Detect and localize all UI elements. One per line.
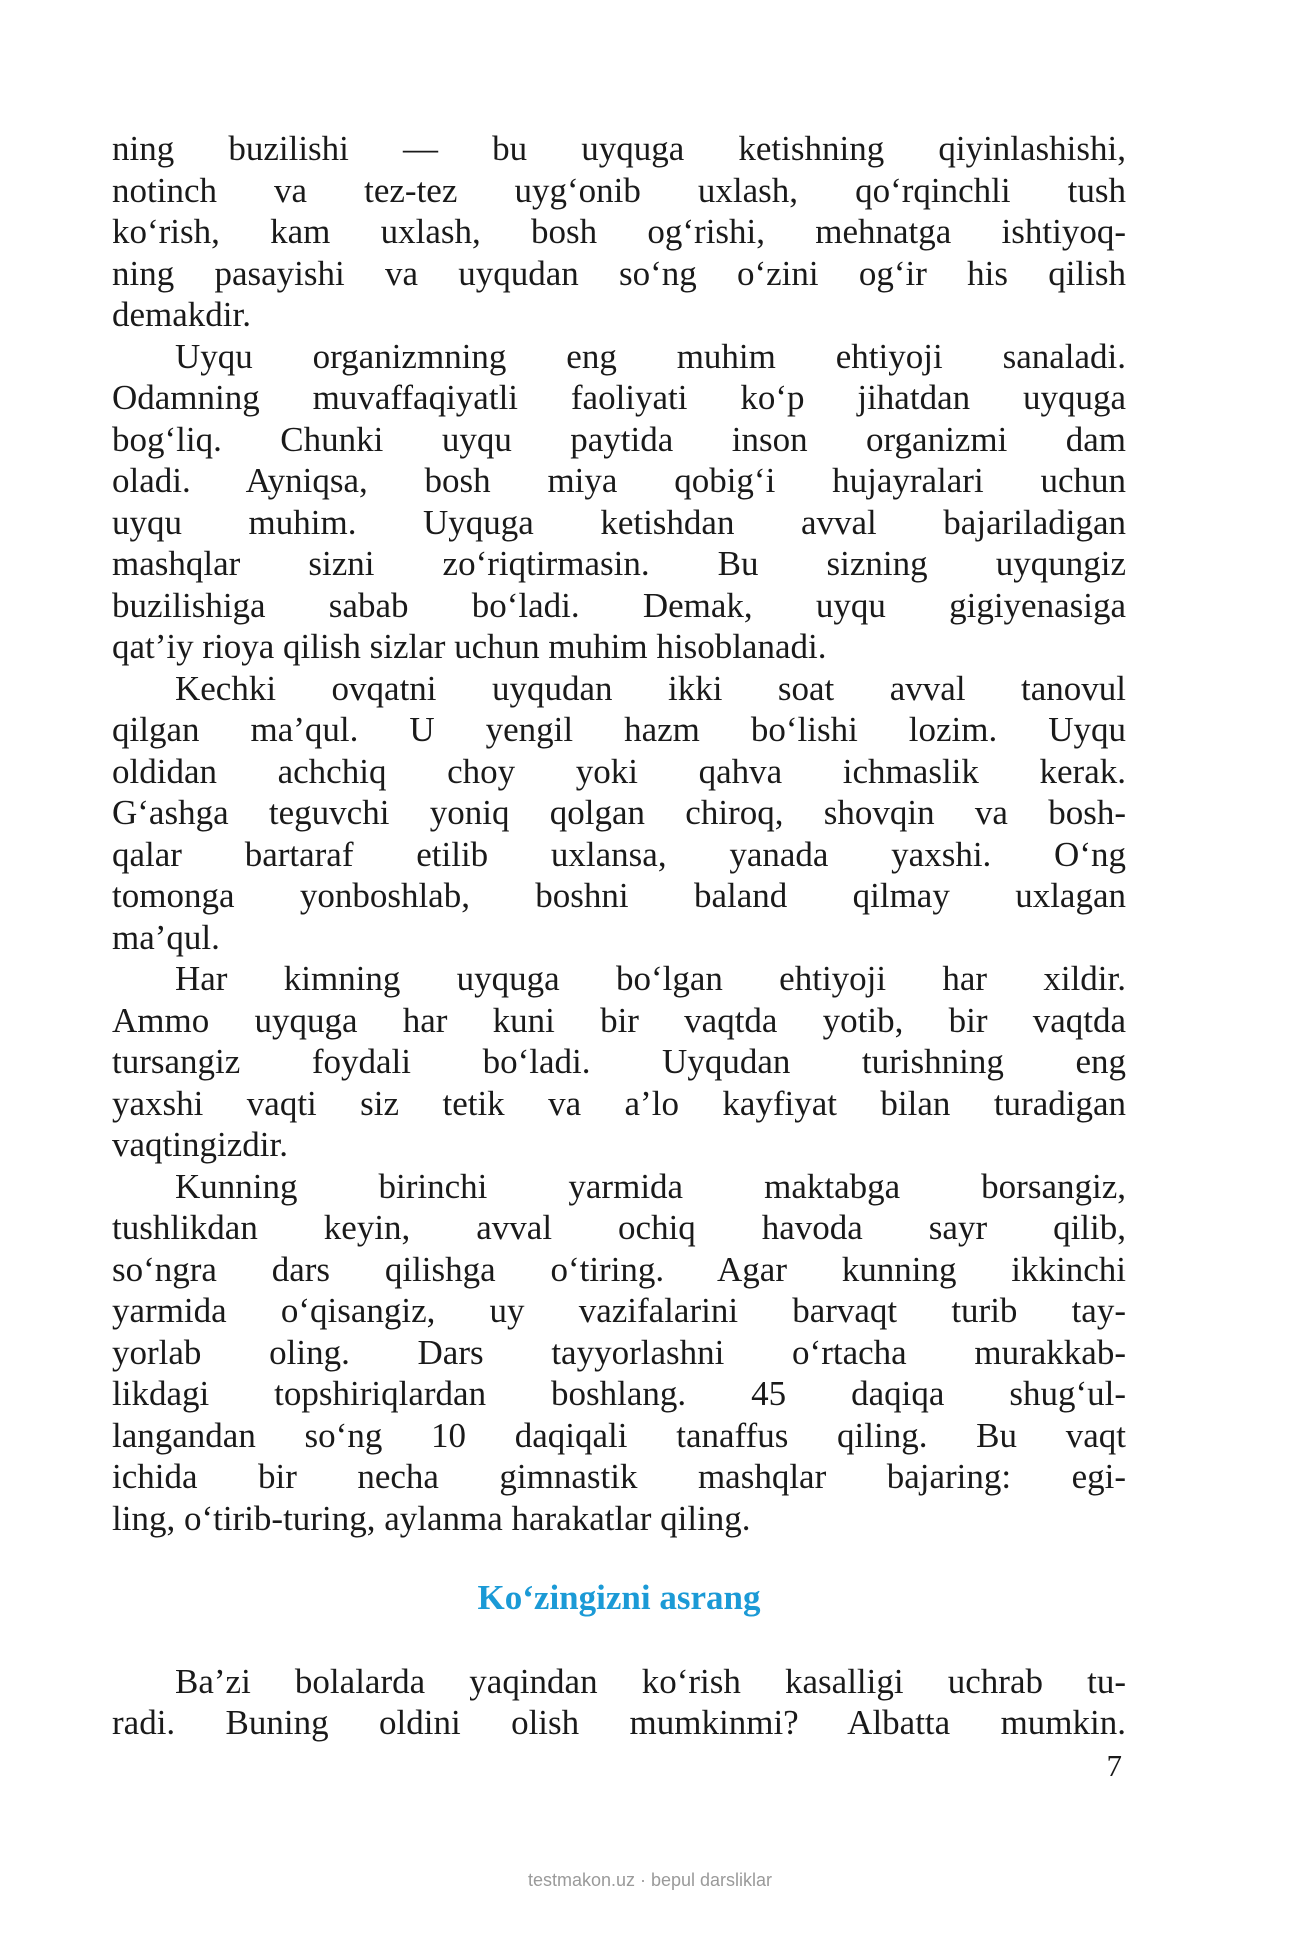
text-line: notinch va tez-tez uygʻonib uxlash, qoʻrqinchli tush [112,170,1126,210]
page-body [112,128,1126,1744]
text-line: Ba’zi bolalarda yaqindan koʻrish kasalligi uchrab tu- [175,1661,1126,1701]
text-line: soʻngra dars qilishga oʻtiring. Agar kunning ikkinchi [112,1249,1126,1289]
text-line: vaqtingizdir. [112,1125,288,1164]
spacer [112,1539,1126,1577]
text-line: radi. Buning oldini olish mumkinmi? Albatta mumkin. [112,1703,1126,1742]
text-line: bogʻliq. Chunki uyqu paytida inson organizmi dam [112,419,1126,459]
text-line: likdagi topshiriqlardan boshlang. 45 daqiqa shugʻul- [112,1374,1126,1413]
paragraph-4 [112,958,1126,1166]
text-line: oldidan achchiq choy yoki qahva ichmaslik kerak. [112,751,1126,791]
text-line: qalar bartaraf etilib uxlansa, yanada yaxshi. Oʻng [112,834,1126,874]
paragraph-6 [112,1661,1126,1744]
text-line: Uyqu organizmning eng muhim ehtiyoji sanaladi. [175,336,1126,376]
paragraph-2 [112,336,1126,668]
watermark: testmakon.uz · bepul darsliklar [527,1870,773,1890]
text-line: Ammo uyquga har kuni bir vaqtda yotib, bir vaqtda [112,1000,1126,1040]
text-line: Kechki ovqatni uyqudan ikki soat avval tanovul [175,668,1126,708]
paragraph-5 [112,1166,1126,1540]
text-line: tursangiz foydali boʻladi. Uyqudan turishning eng [112,1042,1126,1081]
text-line: ning buzilishi — bu uyquga ketishning qiyinlashishi, [112,129,1126,168]
text-line: Odamning muvaffaqiyatli faoliyati koʻp jihatdan uyquga [112,378,1126,417]
text-line: yorlab oling. Dars tayyorlashni oʻrtacha murakkab- [112,1332,1126,1372]
text-line: Har kimning uyquga boʻlgan ehtiyoji har xildir. [175,959,1126,998]
text-line: oladi. Ayniqsa, bosh miya qobigʻi hujayralari uchun [112,461,1126,500]
text-line: demakdir. [112,295,251,334]
text-line: Kunning birinchi yarmida maktabga borsangiz, [175,1166,1126,1206]
text-line: uyqu muhim. Uyquga ketishdan avval bajariladigan [112,502,1126,542]
text-line: buzilishiga sabab boʻladi. Demak, uyqu gigiyenasiga [112,585,1126,625]
spacer [112,1619,1126,1661]
paragraph-1 [112,128,1126,336]
text-line: yarmida oʻqisangiz, uy vazifalarini barvaqt turib tay- [112,1291,1126,1330]
text-line: ling, oʻtirib-turing, aylanma harakatlar qiling. [112,1498,751,1538]
text-line: Gʻashga teguvchi yoniq qolgan chiroq, shovqin va bosh- [112,793,1126,832]
page-number: 7 [1106,1748,1122,1783]
section-heading: Koʻzingizni asrang [477,1578,761,1617]
text-line: ning pasayishi va uyqudan soʻng oʻzini ogʻir his qilish [112,253,1126,293]
text-line: qilgan ma’qul. U yengil hazm boʻlishi lozim. Uyqu [112,710,1126,749]
text-line: qat’iy rioya qilish sizlar uchun muhim hisoblanadi. [112,627,827,666]
text-line: tushlikdan keyin, avval ochiq havoda sayr qilib, [112,1208,1126,1247]
paragraph-3 [112,668,1126,959]
text-line: ichida bir necha gimnastik mashqlar bajaring: egi- [112,1457,1126,1496]
text-line: yaxshi vaqti siz tetik va a’lo kayfiyat bilan turadigan [112,1083,1126,1123]
text-line: mashqlar sizni zoʻriqtirmasin. Bu sizning uyqungiz [112,544,1126,583]
text-line: langandan soʻng 10 daqiqali tanaffus qiling. Bu vaqt [112,1415,1126,1455]
text-line: ma’qul. [112,917,220,957]
text-line: tomonga yonboshlab, boshni baland qilmay uxlagan [112,876,1126,915]
text-line: koʻrish, kam uxlash, bosh ogʻrishi, mehnatga ishtiyoq- [112,212,1126,251]
